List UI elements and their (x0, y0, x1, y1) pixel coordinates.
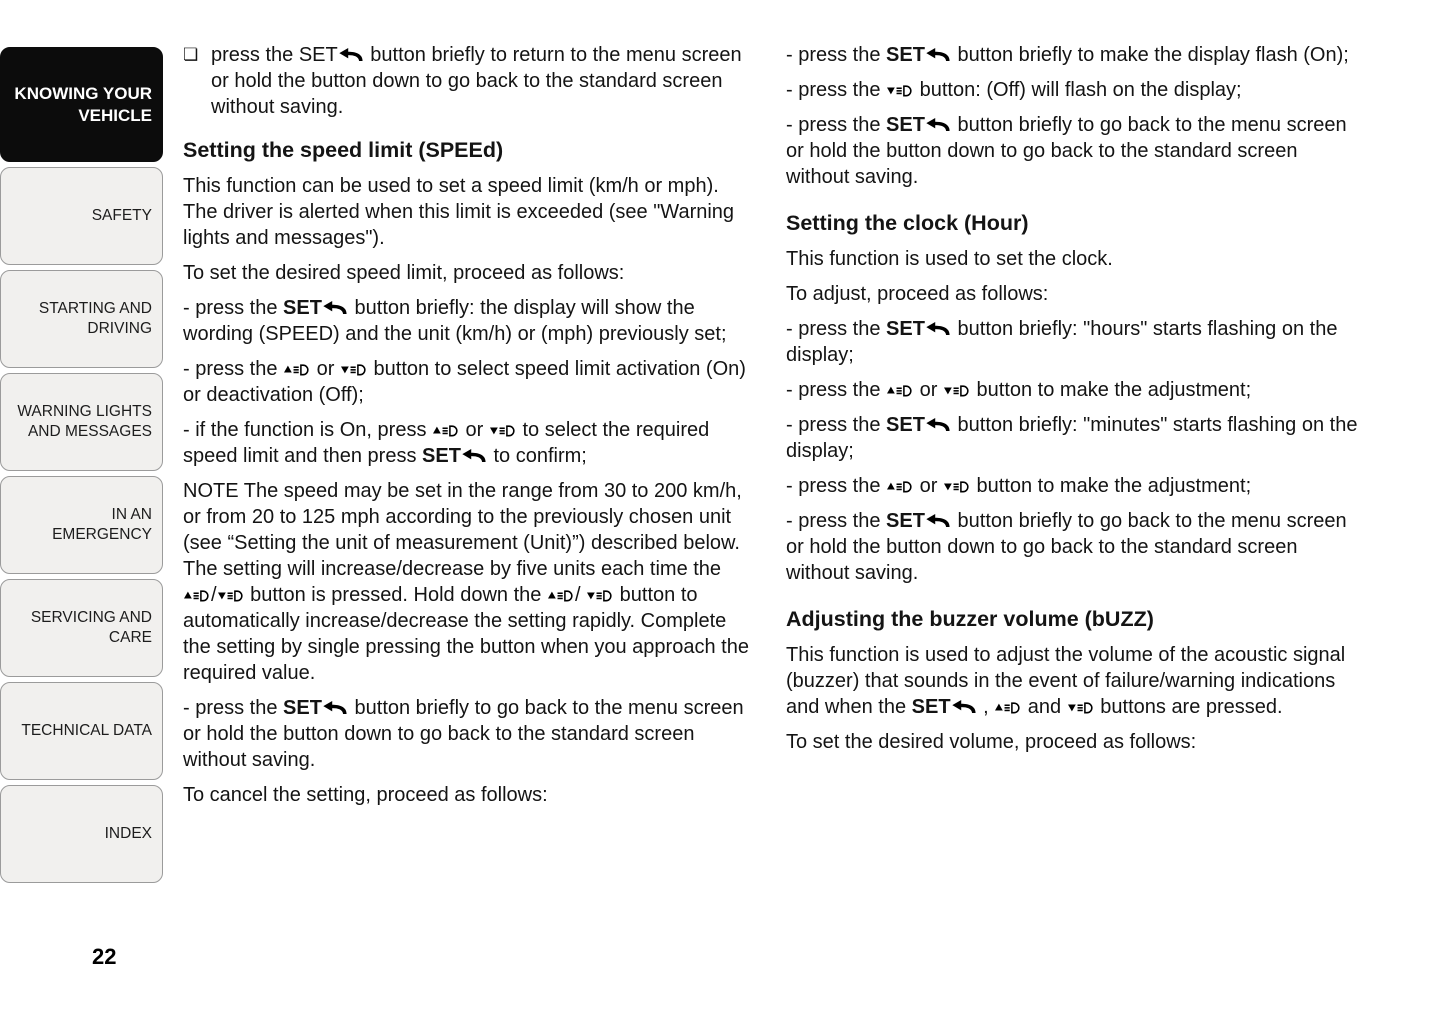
sidebar-tab-in-an-emergency (0, 476, 163, 574)
set-return-icon (925, 510, 952, 532)
sidebar-tab-warning-lights-and-messages (0, 373, 163, 471)
paragraph: - press the SET button briefly to go back to the menu screen or hold the button down to go back to the standard screen without saving. (786, 510, 1347, 584)
sidebar-tab-label: WARNING LIGHTS AND MESSAGES (17, 402, 152, 440)
down-arrow-display-icon (340, 358, 368, 380)
up-arrow-display-icon (432, 419, 460, 441)
section-heading: Setting the clock (Hour) (786, 211, 1029, 235)
sidebar-tab-label: IN AN EMERGENCY (52, 505, 152, 543)
left-text-column (183, 42, 757, 817)
sidebar-tab-servicing-and-care (0, 579, 163, 677)
sidebar (0, 47, 163, 888)
set-return-icon (925, 44, 952, 66)
up-arrow-display-icon (283, 358, 311, 380)
paragraph: - press the button: (Off) will flash on the display; (786, 79, 1242, 101)
sidebar-tab-label: INDEX (104, 824, 152, 842)
up-arrow-display-icon (994, 696, 1022, 718)
up-arrow-display-icon (547, 584, 575, 606)
sidebar-tab-label: KNOWING YOUR VEHICLE (14, 84, 152, 125)
sidebar-tab-label: STARTING AND DRIVING (38, 299, 152, 337)
sidebar-tab-technical-data (0, 682, 163, 780)
sidebar-tab-safety (0, 167, 163, 265)
sidebar-tab-label: TECHNICAL DATA (21, 721, 152, 739)
paragraph: This function can be used to set a speed limit (km/h or mph). The driver is alerted when this limit is exceeded (see "Warning lights and messages"). (183, 175, 735, 249)
set-return-icon (461, 445, 488, 467)
paragraph: - press the SET button briefly to make the display flash (On); (786, 44, 1349, 66)
set-button-label: SET (886, 114, 925, 136)
down-arrow-display-icon (943, 475, 971, 497)
paragraph: To cancel the setting, proceed as follows: (183, 784, 548, 806)
down-arrow-display-icon (943, 379, 971, 401)
set-return-icon (322, 297, 349, 319)
set-button-label: SET (911, 696, 951, 718)
paragraph: - press the SET button briefly: "hours" starts flashing on the display; (786, 318, 1338, 366)
down-arrow-display-icon (586, 584, 614, 606)
down-arrow-display-icon (217, 584, 245, 606)
paragraph: - press the SET button briefly: "minutes" starts flashing on the display; (786, 414, 1358, 462)
up-arrow-display-icon (886, 379, 914, 401)
paragraph: - press the or button to make the adjustment; (786, 475, 1252, 497)
sidebar-tab-index (0, 785, 163, 883)
paragraph: - press the or button to select speed limit activation (On) or deactivation (Off); (183, 358, 746, 406)
set-return-icon (925, 414, 952, 436)
down-arrow-display-icon (886, 79, 914, 101)
set-button-label: SET (886, 44, 925, 66)
right-text-column (786, 42, 1360, 764)
paragraph: - press the SET button briefly to go back to the menu screen or hold the button down to go back to the standard screen without saving. (786, 114, 1347, 188)
set-button-label: SET (886, 414, 925, 436)
paragraph: - if the function is On, press or to select the required speed limit and then press SET to confirm; (183, 419, 710, 467)
down-arrow-display-icon (1067, 696, 1095, 718)
sidebar-tab-knowing-your-vehicle (0, 47, 163, 162)
square-bullet-icon: ❏ (183, 45, 199, 64)
paragraph: NOTE The speed may be set in the range from 30 to 200 km/h, or from 20 to 125 mph according to the previously chosen unit (see “Setting the unit of measurement (Unit)”) described below. The setting will increase/decrease by five units each time the / button is pressed. Hold down the / button to automatically increase/decrease the setting rapidly. Complete the setting by single pressing the button when you approach the required value. (183, 480, 749, 684)
paragraph: This function is used to set the clock. (786, 248, 1113, 270)
paragraph: - press the SET button briefly to go back to the menu screen or hold the button down to go back to the standard screen without saving. (183, 697, 744, 771)
up-arrow-display-icon (886, 475, 914, 497)
paragraph: To set the desired volume, proceed as follows: (786, 731, 1197, 753)
sidebar-tab-starting-and-driving (0, 270, 163, 368)
set-return-icon (338, 44, 365, 66)
paragraph: - press the or button to make the adjustment; (786, 379, 1252, 401)
set-button-label: SET (422, 445, 461, 467)
set-button-label: SET (283, 297, 322, 319)
section-heading: Adjusting the buzzer volume (bUZZ) (786, 607, 1154, 631)
sidebar-tab-label: SERVICING AND CARE (30, 608, 152, 646)
set-button-label: SET (283, 697, 322, 719)
set-return-icon (322, 697, 349, 719)
set-return-icon (925, 318, 952, 340)
section-heading: Setting the speed limit (SPEEd) (183, 138, 504, 162)
set-button-label: SET (886, 318, 925, 340)
paragraph: To set the desired speed limit, proceed as follows: (183, 262, 625, 284)
page-number: 22 (92, 944, 117, 969)
down-arrow-display-icon (489, 419, 517, 441)
paragraph: To adjust, proceed as follows: (786, 283, 1049, 305)
set-button-label: SET (886, 510, 925, 532)
set-return-icon (925, 114, 952, 136)
bullet-item: ❏ press the SET button briefly to return to the menu screen or hold the button down to go back to the standard screen without saving. (183, 44, 742, 118)
paragraph: This function is used to adjust the volume of the acoustic signal (buzzer) that sounds in the event of failure/warning indications and when the SET , and buttons are pressed. (786, 644, 1346, 718)
set-return-icon (951, 696, 978, 718)
sidebar-tab-label: SAFETY (91, 206, 152, 224)
paragraph: - press the SET button briefly: the display will show the wording (SPEED) and the unit (km/h) or (mph) previously set; (183, 297, 727, 345)
up-arrow-display-icon (183, 584, 211, 606)
